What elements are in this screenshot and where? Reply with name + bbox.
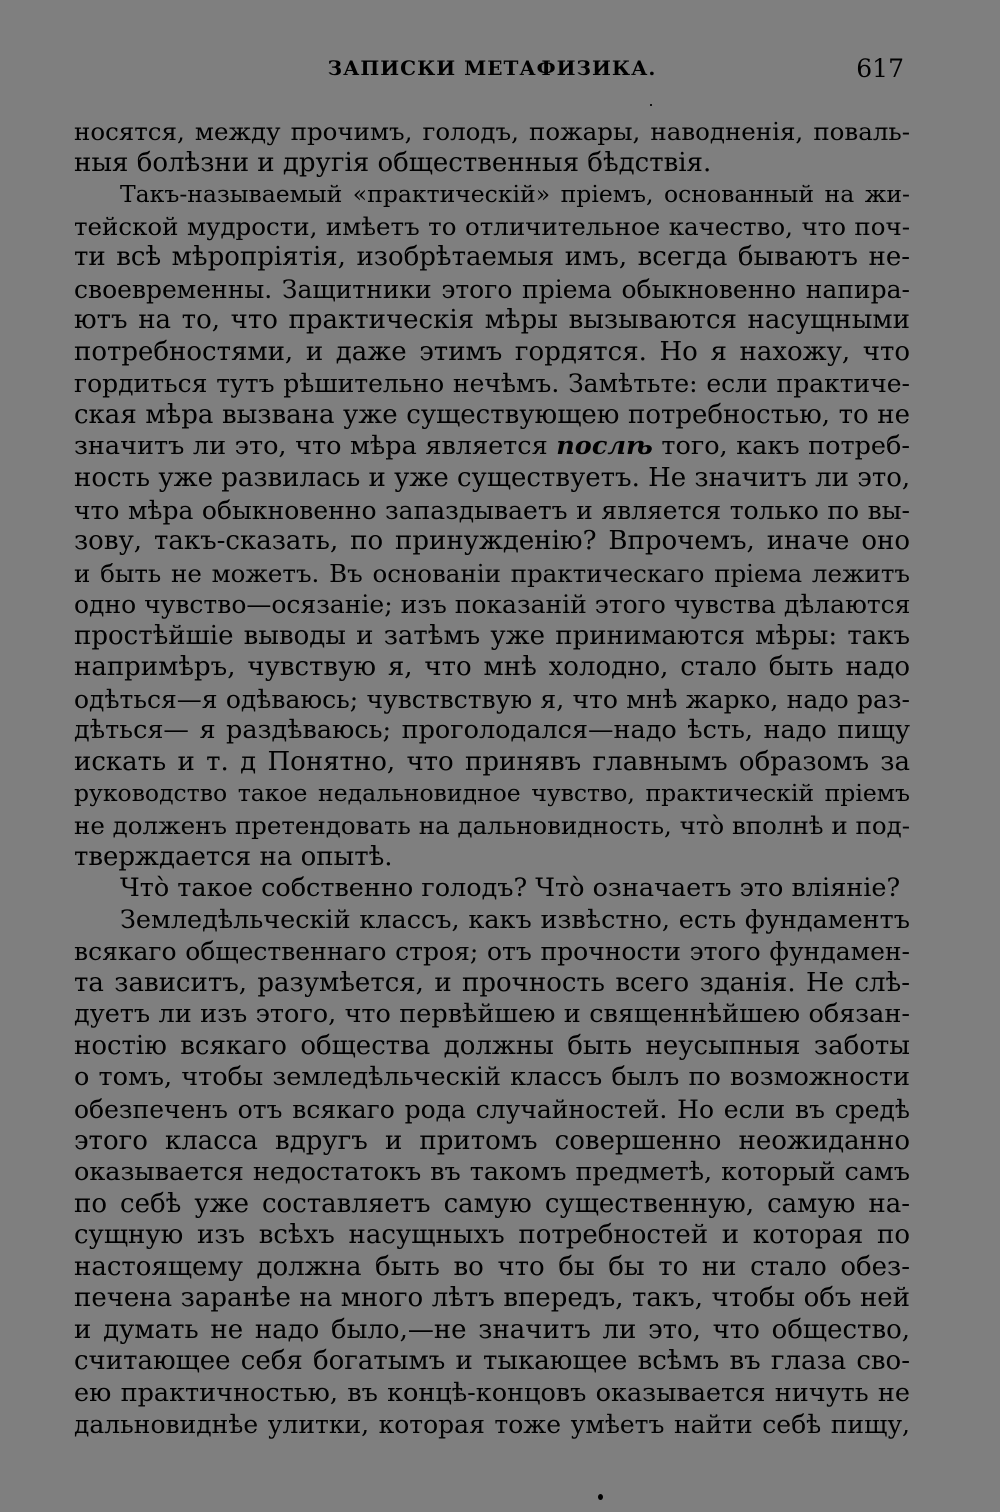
text-line: ность уже развилась и уже существуетъ. Не значитъ ли это, [74, 463, 910, 494]
text-line: одно чувство—осязаніе; изъ показаній этого чувства дѣлаются [74, 590, 910, 620]
text-line: обезпеченъ отъ всякаго рода случайностей. Но если въ средѣ [74, 1094, 910, 1124]
text-line: тверждается на опытѣ. [74, 841, 393, 872]
running-title: ЗАПИСКИ МЕТАФИЗИКА. [327, 56, 657, 80]
text-line: этого класса вдругъ и притомъ совершенно неожиданно [74, 1125, 910, 1156]
text-line: ностію всякаго общества должны быть неусыпныя заботы [74, 1030, 910, 1061]
body-text [74, 116, 910, 1441]
running-head [74, 56, 910, 92]
text-line: Что̀ такое собственно голодъ? Что̀ означаетъ это вліяніе? [120, 873, 901, 904]
text-line: ею практичностью, въ концѣ-концовъ оказывается ничуть не [74, 1377, 910, 1408]
text-line: печена заранѣе на много лѣтъ впередъ, такъ, чтобы объ ней [74, 1283, 910, 1314]
emphasis: послѣ [556, 431, 653, 462]
text-line: и быть не можетъ. Въ основаніи практическаго пріема лежитъ [74, 558, 910, 588]
text-line: носятся, между прочимъ, голодъ, пожары, наводненія, поваль- [74, 117, 910, 146]
text-line: считающее себя богатымъ и тыкающее всѣмъ въ глаза сво- [74, 1346, 910, 1377]
text-line: сущную изъ всѣхъ насущныхъ потребностей и которая по [74, 1220, 910, 1251]
text-line: не долженъ претендовать на дальновидность, что̀ вполнѣ и под- [74, 811, 910, 841]
print-speck [650, 104, 652, 106]
page-number: 617 [856, 54, 904, 83]
text-line: дальновиднѣе улитки, которая тоже умѣетъ найти себѣ пищу, [74, 1410, 910, 1440]
text-line: искать и т. д Понятно, что принявъ главнымъ образомъ за [74, 746, 910, 777]
text-line: о томъ, чтобы земледѣльческій классъ былъ по возможности [74, 1062, 910, 1093]
text-line: гордиться тутъ рѣшительно нечѣмъ. Замѣтьте: если практиче- [74, 369, 910, 399]
print-dot [598, 1494, 603, 1500]
text-line: и думать не надо было,—не значитъ ли это, что общество, [74, 1314, 910, 1345]
text-line: своевременны. Защитники этого пріема обыкновенно напира- [74, 274, 910, 304]
text-line: значитъ ли это, что мѣра является послѣ того, какъ потреб- [74, 431, 910, 462]
text-line: Земледѣльческій классъ, какъ извѣстно, есть фундаментъ [120, 904, 910, 935]
text-line: потребностями, и даже этимъ гордятся. Но я нахожу, что [74, 336, 910, 367]
text-line: настоящему должна быть во что бы бы то ни стало обез- [74, 1251, 910, 1282]
text-line: тейской мудрости, имѣетъ то отличительное качество, что поч- [74, 211, 910, 241]
text-line: простѣйшіе выводы и затѣмъ уже принимаются мѣры: такъ [74, 620, 910, 651]
text-line: что мѣра обыкновенно запаздываетъ и является только по вы- [74, 495, 910, 525]
text-line: напримѣръ, чувствую я, что мнѣ холодно, стало быть надо [74, 652, 910, 683]
text-line: ская мѣра вызвана уже существующею потребностью, то не [74, 399, 910, 430]
text-line: по себѣ уже составляетъ самую существенную, самую на- [74, 1188, 910, 1219]
text-line: руководство такое недальновидное чувство, практическій пріемъ [74, 779, 910, 808]
text-line: зову, такъ-сказать, по принужденію? Впрочемъ, иначе оно [74, 526, 910, 557]
text-line: дуетъ ли изъ этого, что первѣйшею и священнѣйшею обязан- [74, 999, 910, 1030]
text-line: одѣться—я одѣваюсь; чувствствую я, что мнѣ жарко, надо раз- [74, 684, 910, 714]
text-line: дѣться— я раздѣваюсь; проголодался—надо ѣсть, надо пищу [74, 715, 910, 746]
text-line: всякаго общественнаго строя; отъ прочности этого фундамен- [74, 937, 910, 967]
text-line: Такъ-называемый «практическій» пріемъ, основанный на жи- [120, 180, 910, 209]
text-line: ютъ на то, что практическія мѣры вызываются насущными [74, 305, 910, 336]
text-line: ти всѣ мѣропріятія, изобрѣтаемыя имъ, всегда бываютъ не- [74, 242, 910, 273]
text-line: оказывается недостатокъ въ такомъ предметѣ, который самъ [74, 1157, 910, 1188]
text-line: ныя болѣзни и другія общественныя бѣдствія. [74, 147, 712, 178]
text-line: та зависитъ, разумѣется, и прочность всего зданія. Не слѣ- [74, 967, 910, 998]
